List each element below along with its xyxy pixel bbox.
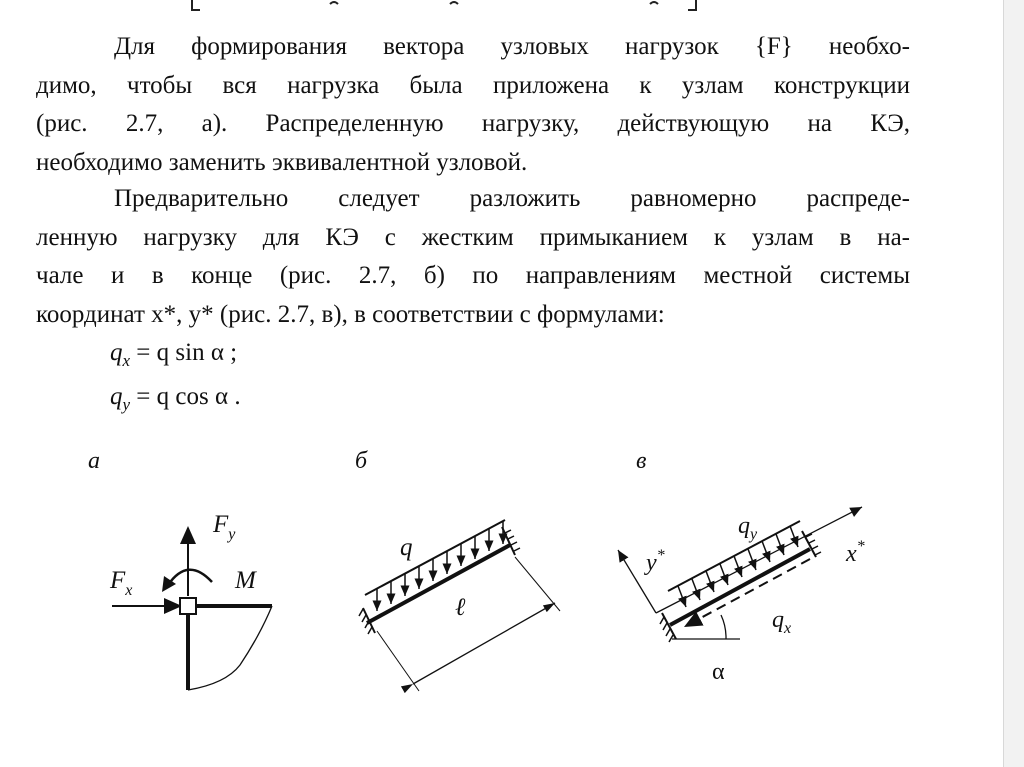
figure-label-a: а [88,448,100,474]
label-qx: $q_x$ [772,607,792,637]
text-line: координат x*, y* (рис. 2.7, в), в соответствии с формулами: [36,300,665,328]
text-line: димо, чтобы вся нагрузка была приложена к узлам конструкции [36,71,910,99]
formula-qx [110,338,237,376]
formula-rhs: = q cos α . [136,383,241,410]
label-x-star: x* [846,538,865,567]
dimension-ext-left [377,631,419,691]
label-length: ℓ [455,594,466,621]
formula-subscript: x [122,351,131,370]
label-fx: $F_x$ [110,567,133,599]
label-alpha: α [712,659,725,685]
figure-c-local-axes [600,495,890,695]
moment-arc [168,570,212,585]
text-line: Предварительно следует разложить равномерно распреде- [114,185,910,212]
text-line: Для формирования вектора узловых нагрузок {F} необхо- [114,33,910,60]
fixed-support-left [660,613,676,642]
paragraph-nodal-loads [36,28,910,182]
formula-subscript: y [122,395,131,414]
dimension-line [413,603,555,684]
formula-symbol: q [110,383,123,410]
axis-x-star [656,507,862,613]
figure-label-b: б [355,448,368,474]
beam-line [670,549,810,625]
figure-label-c: в [636,448,647,474]
label-q: q [400,534,413,561]
label-y-star: y* [646,547,665,576]
text-line: необходимо заменить эквивалентной узловой. [36,148,528,176]
formula-qy [110,382,241,420]
load-arrows [377,521,503,611]
angle-arc [721,615,726,639]
formula-symbol: q [110,339,123,366]
text-line: чале и в конце (рис. 2.7, б) по направлениям местной системы [36,262,910,289]
node-square [180,598,196,614]
label-m: M [235,567,256,594]
fixed-support-right [502,527,520,555]
paragraph-decompose-load [36,180,910,334]
load-qx-dashed [684,559,810,627]
label-fy: $F_y$ [213,511,236,543]
support-contour [188,606,272,690]
figure-b-inclined-beam [355,505,585,705]
text-line: (рис. 2.7, а). Распределенную нагрузку, действующую на КЭ, [36,110,910,137]
formula-rhs: = q sin α ; [136,339,238,366]
page-frame-edge [1003,0,1024,767]
dimension-ext-right [515,557,560,611]
figure-a-node-forces [100,500,290,700]
cropped-previous-line [180,0,710,14]
text-line: ленную нагрузку для КЭ с жестким примыканием к узлам в на- [36,223,910,251]
label-qy: $q_y$ [738,513,758,543]
